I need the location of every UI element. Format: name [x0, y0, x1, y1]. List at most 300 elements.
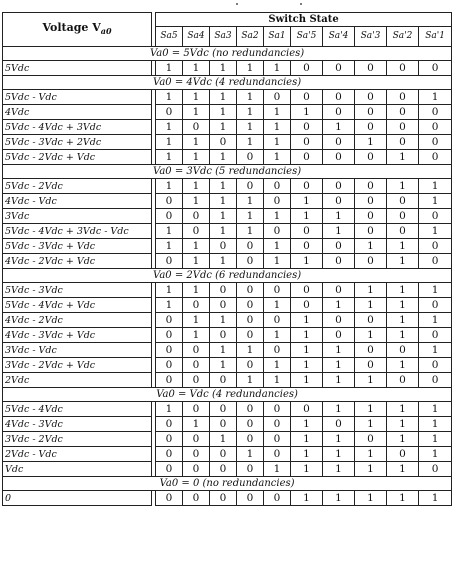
switch-state-cell: 1 [323, 373, 355, 388]
switch-state-cell: 1 [210, 105, 237, 120]
switch-state-cell: 0 [156, 432, 183, 447]
table-row [3, 462, 452, 477]
switch-state-cell: 0 [264, 194, 291, 209]
switch-state-cell: 1 [291, 462, 323, 477]
switch-state-cell: 1 [156, 298, 183, 313]
switch-header: Sa3 [210, 27, 237, 47]
switch-state-cell: 1 [355, 402, 387, 417]
table-row [3, 432, 452, 447]
section-title: Va0 = 0 (no redundancies) [3, 477, 452, 491]
switch-state-cell: 0 [237, 254, 264, 269]
switch-state-cell: 0 [291, 402, 323, 417]
switch-state-cell: 0 [237, 328, 264, 343]
switch-state-cell: 0 [419, 239, 452, 254]
switch-state-cell: 0 [210, 447, 237, 462]
switch-state-cell: 1 [183, 194, 210, 209]
voltage-combination-label: 0 [3, 491, 152, 506]
switch-state-cell: 1 [387, 402, 419, 417]
switch-state-cell: 0 [387, 209, 419, 224]
switch-state-cell: 0 [323, 239, 355, 254]
switch-state-cell: 1 [156, 239, 183, 254]
switch-state-cell: 0 [387, 343, 419, 358]
switch-state-cell: 0 [291, 298, 323, 313]
switch-state-cell: 1 [387, 432, 419, 447]
switch-state-cell: 0 [355, 209, 387, 224]
switch-state-cell: 0 [237, 402, 264, 417]
switch-state-cell: 0 [387, 447, 419, 462]
switch-state-cell: 0 [419, 209, 452, 224]
table-row [3, 179, 452, 194]
switch-state-cell: 0 [291, 61, 323, 76]
switch-header: Sa'1 [419, 27, 452, 47]
table-row [3, 402, 452, 417]
table-row [3, 239, 452, 254]
switch-state-cell: 1 [387, 254, 419, 269]
switch-state-cell: 1 [264, 298, 291, 313]
switch-state-cell: 0 [355, 90, 387, 105]
switch-state-cell: 1 [355, 462, 387, 477]
switch-state-cell: 1 [323, 432, 355, 447]
voltage-combination-label: 5Vdc - 4Vdc + 3Vdc [3, 120, 152, 135]
switch-state-cell: 0 [237, 491, 264, 506]
section-title: Va0 = 2Vdc (6 redundancies) [3, 269, 452, 283]
voltage-combination-label: 5Vdc - 4Vdc + Vdc [3, 298, 152, 313]
section-header-row [3, 477, 452, 491]
switch-state-cell: 0 [355, 254, 387, 269]
switch-state-cell: 0 [156, 358, 183, 373]
switch-state-cell: 1 [419, 432, 452, 447]
table-row [3, 61, 452, 76]
voltage-combination-label: 5Vdc [3, 61, 152, 76]
switch-state-cell: 1 [387, 491, 419, 506]
section-header-row [3, 76, 452, 90]
switch-state-cell: 0 [264, 491, 291, 506]
voltage-combination-label: 4Vdc [3, 105, 152, 120]
switch-state-cell: 1 [156, 283, 183, 298]
switch-state-cell: 0 [419, 328, 452, 343]
switch-state-cell: 1 [291, 209, 323, 224]
switch-state-cell: 0 [156, 343, 183, 358]
switch-state-cell: 0 [323, 417, 355, 432]
switch-state-cell: 0 [419, 462, 452, 477]
switch-state-cell: 1 [210, 358, 237, 373]
switch-state-cell: 0 [183, 343, 210, 358]
switch-state-cell: 0 [291, 239, 323, 254]
switch-state-cell: 0 [419, 150, 452, 165]
switch-state-cell: 1 [264, 105, 291, 120]
switch-header: Sa'5 [291, 27, 323, 47]
switch-state-cell: 0 [237, 432, 264, 447]
switch-state-cell: 1 [210, 254, 237, 269]
switch-state-cell: 1 [210, 432, 237, 447]
switch-state-cell: 1 [419, 90, 452, 105]
table-row [3, 417, 452, 432]
table-row [3, 90, 452, 105]
switch-state-cell: 1 [355, 328, 387, 343]
switch-state-cell: 0 [355, 194, 387, 209]
section-header-row [3, 388, 452, 402]
switch-state-cell: 1 [237, 90, 264, 105]
switch-state-cell: 0 [387, 373, 419, 388]
voltage-combination-label: 5Vdc - 4Vdc [3, 402, 152, 417]
switch-state-cell: 0 [210, 491, 237, 506]
table-row [3, 343, 452, 358]
switch-state-cell: 0 [291, 120, 323, 135]
switch-state-cell: 1 [355, 417, 387, 432]
voltage-combination-label: 5Vdc - 2Vdc [3, 179, 152, 194]
table-row [3, 254, 452, 269]
switch-state-cell: 1 [387, 150, 419, 165]
switch-state-cell: 1 [183, 239, 210, 254]
switch-state-cell: 0 [264, 447, 291, 462]
switch-state-cell: 0 [210, 283, 237, 298]
switch-state-cell: 0 [237, 417, 264, 432]
switch-state-cell: 1 [419, 402, 452, 417]
table-row [3, 105, 452, 120]
switch-state-cell: 0 [355, 224, 387, 239]
switch-state-cell: 1 [237, 194, 264, 209]
section-title: Va0 = 5Vdc (no redundancies) [3, 47, 452, 61]
switch-state-cell: 1 [183, 328, 210, 343]
switch-state-cell: 1 [210, 343, 237, 358]
switch-state-cell: 1 [355, 373, 387, 388]
switch-state-cell: 0 [419, 373, 452, 388]
switch-state-cell: 1 [156, 135, 183, 150]
table-row [3, 447, 452, 462]
voltage-combination-label: 2Vdc [3, 373, 152, 388]
switch-state-cell: 1 [323, 462, 355, 477]
table-row [3, 224, 452, 239]
switch-state-cell: 0 [323, 254, 355, 269]
switch-state-cell: 0 [419, 358, 452, 373]
switch-state-cell: 1 [291, 358, 323, 373]
switch-state-cell: 1 [291, 343, 323, 358]
switch-state-cell: 0 [355, 120, 387, 135]
switch-state-cell: 0 [355, 105, 387, 120]
switch-state-cell: 0 [291, 90, 323, 105]
switch-state-cell: 1 [183, 135, 210, 150]
switch-state-cell: 0 [291, 224, 323, 239]
switch-state-cell: 0 [237, 179, 264, 194]
switch-state-cell: 0 [264, 90, 291, 105]
switch-header: Sa1 [264, 27, 291, 47]
switch-state-cell: 1 [387, 358, 419, 373]
table-row [3, 313, 452, 328]
switch-state-cell: 0 [210, 239, 237, 254]
switch-state-cell: 1 [323, 447, 355, 462]
switch-header: Sa'3 [355, 27, 387, 47]
switch-state-cell: 1 [387, 328, 419, 343]
switch-state-cell: 1 [237, 120, 264, 135]
switch-state-cell: 1 [291, 313, 323, 328]
switch-state-cell: 1 [323, 491, 355, 506]
switch-state-cell: 0 [355, 358, 387, 373]
table-row [3, 209, 452, 224]
switch-state-cell: 1 [387, 313, 419, 328]
switch-state-cell: 0 [419, 105, 452, 120]
switch-state-cell: 0 [323, 105, 355, 120]
switch-state-cell: 0 [419, 61, 452, 76]
switch-state-cell: 1 [156, 90, 183, 105]
switch-state-cell: 1 [323, 120, 355, 135]
voltage-combination-label: 4Vdc - 2Vdc [3, 313, 152, 328]
switch-state-cell: 0 [355, 179, 387, 194]
switch-state-cell: 0 [237, 150, 264, 165]
voltage-combination-label: 4Vdc - 3Vdc + Vdc [3, 328, 152, 343]
switch-state-cell: 0 [183, 373, 210, 388]
switch-state-cell: 1 [264, 358, 291, 373]
switch-state-cell: 0 [156, 462, 183, 477]
scan-artifacts [0, 0, 456, 12]
switch-state-cell: 0 [183, 402, 210, 417]
table-row [3, 373, 452, 388]
switch-state-cell: 0 [237, 313, 264, 328]
switch-state-cell: 1 [237, 61, 264, 76]
switch-state-cell: 1 [237, 135, 264, 150]
scan-dot [236, 3, 238, 5]
switch-header: Sa'2 [387, 27, 419, 47]
switch-state-cell: 0 [291, 150, 323, 165]
voltage-combination-label: 5Vdc - 2Vdc + Vdc [3, 150, 152, 165]
switch-state-cell: 1 [387, 283, 419, 298]
voltage-combination-label: 4Vdc - 2Vdc + Vdc [3, 254, 152, 269]
switch-state-header: Switch State [156, 13, 452, 27]
voltage-combination-label: 5Vdc - 3Vdc + 2Vdc [3, 135, 152, 150]
switch-state-cell: 1 [183, 90, 210, 105]
switch-state-cell: 1 [183, 313, 210, 328]
switch-state-cell: 0 [183, 447, 210, 462]
switch-state-cell: 0 [355, 343, 387, 358]
switch-state-cell: 0 [323, 194, 355, 209]
voltage-combination-label: 3Vdc - Vdc [3, 343, 152, 358]
table-row [3, 491, 452, 506]
table-row [3, 135, 452, 150]
switch-header: Sa2 [237, 27, 264, 47]
switch-state-cell: 1 [210, 224, 237, 239]
switch-state-cell: 0 [156, 417, 183, 432]
switch-state-cell: 1 [387, 298, 419, 313]
switch-state-cell: 0 [210, 417, 237, 432]
section-header-row [3, 165, 452, 179]
switch-state-cell: 1 [291, 432, 323, 447]
switch-state-cell: 0 [387, 120, 419, 135]
table-row [3, 283, 452, 298]
switch-state-cell: 0 [355, 313, 387, 328]
switch-state-cell: 1 [291, 105, 323, 120]
switch-state-cell: 0 [291, 135, 323, 150]
switch-state-cell: 0 [183, 298, 210, 313]
switch-state-cell: 1 [355, 491, 387, 506]
switch-state-cell: 0 [387, 61, 419, 76]
switch-state-cell: 1 [183, 150, 210, 165]
switch-state-cell: 1 [264, 150, 291, 165]
switch-state-cell: 1 [156, 61, 183, 76]
switch-state-cell: 1 [291, 447, 323, 462]
switch-state-cell: 0 [264, 343, 291, 358]
switch-state-cell: 0 [323, 313, 355, 328]
voltage-combination-label: 5Vdc - 3Vdc [3, 283, 152, 298]
switch-state-cell: 0 [355, 61, 387, 76]
section-title: Va0 = 3Vdc (5 redundancies) [3, 165, 452, 179]
switch-state-cell: 0 [210, 462, 237, 477]
switch-state-table-container [2, 12, 451, 506]
switch-state-cell: 1 [419, 283, 452, 298]
switch-state-cell: 0 [183, 491, 210, 506]
switch-state-cell: 0 [183, 462, 210, 477]
switch-state-cell: 1 [183, 283, 210, 298]
switch-state-cell: 1 [419, 491, 452, 506]
table-row [3, 120, 452, 135]
switch-state-cell: 0 [210, 402, 237, 417]
switch-state-cell: 0 [264, 283, 291, 298]
switch-state-cell: 0 [237, 239, 264, 254]
switch-state-cell: 1 [210, 90, 237, 105]
switch-state-cell: 1 [237, 343, 264, 358]
switch-state-cell: 0 [355, 432, 387, 447]
switch-state-cell: 0 [291, 283, 323, 298]
switch-state-cell: 1 [264, 61, 291, 76]
section-header-row [3, 269, 452, 283]
switch-state-cell: 1 [291, 194, 323, 209]
switch-state-cell: 1 [156, 150, 183, 165]
switch-state-cell: 1 [291, 373, 323, 388]
switch-state-cell: 1 [210, 150, 237, 165]
voltage-combination-label: 4Vdc - 3Vdc [3, 417, 152, 432]
switch-state-cell: 0 [264, 417, 291, 432]
switch-state-cell: 0 [183, 358, 210, 373]
switch-state-cell: 1 [183, 105, 210, 120]
section-title: Va0 = Vdc (4 redundancies) [3, 388, 452, 402]
switch-state-cell: 0 [264, 224, 291, 239]
switch-state-cell: 0 [419, 298, 452, 313]
switch-state-cell: 0 [387, 224, 419, 239]
switch-state-cell: 0 [210, 298, 237, 313]
switch-state-cell: 0 [237, 283, 264, 298]
switch-state-cell: 1 [291, 254, 323, 269]
switch-state-cell: 0 [419, 120, 452, 135]
switch-header: Sa'4 [323, 27, 355, 47]
switch-state-cell: 0 [156, 313, 183, 328]
switch-state-cell: 0 [237, 298, 264, 313]
switch-state-cell: 1 [237, 224, 264, 239]
switch-state-cell: 1 [156, 120, 183, 135]
switch-state-cell: 0 [156, 209, 183, 224]
switch-state-cell: 0 [156, 491, 183, 506]
switch-state-cell: 0 [183, 209, 210, 224]
switch-state-cell: 0 [419, 254, 452, 269]
voltage-combination-label: 5Vdc - Vdc [3, 90, 152, 105]
switch-state-cell: 1 [237, 373, 264, 388]
switch-state-cell: 1 [210, 194, 237, 209]
switch-state-cell: 1 [183, 179, 210, 194]
switch-state-cell: 1 [419, 343, 452, 358]
switch-state-cell: 1 [237, 105, 264, 120]
switch-state-cell: 1 [210, 313, 237, 328]
switch-state-cell: 1 [323, 298, 355, 313]
switch-state-cell: 1 [323, 358, 355, 373]
switch-state-cell: 1 [419, 179, 452, 194]
switch-state-cell: 1 [264, 254, 291, 269]
switch-state-cell: 1 [419, 224, 452, 239]
switch-state-cell: 1 [264, 239, 291, 254]
switch-state-cell: 1 [387, 417, 419, 432]
switch-state-cell: 0 [210, 373, 237, 388]
switch-state-cell: 0 [264, 179, 291, 194]
switch-state-cell: 1 [210, 209, 237, 224]
switch-state-cell: 1 [387, 462, 419, 477]
switch-state-cell: 0 [387, 194, 419, 209]
switch-state-cell: 0 [387, 90, 419, 105]
switch-state-cell: 0 [264, 313, 291, 328]
switch-state-cell: 0 [419, 135, 452, 150]
switch-state-cell: 1 [291, 491, 323, 506]
switch-state-cell: 1 [237, 447, 264, 462]
switch-state-cell: 1 [387, 179, 419, 194]
switch-state-cell: 0 [387, 135, 419, 150]
switch-state-cell: 0 [264, 432, 291, 447]
switch-state-cell: 1 [264, 135, 291, 150]
table-row [3, 194, 452, 209]
switch-state-cell: 1 [156, 179, 183, 194]
switch-state-cell: 0 [156, 328, 183, 343]
switch-state-cell: 1 [264, 373, 291, 388]
switch-state-cell: 1 [156, 224, 183, 239]
voltage-combination-label: 5Vdc - 3Vdc + Vdc [3, 239, 152, 254]
scan-dot [300, 3, 302, 5]
switch-header: Sa4 [183, 27, 210, 47]
voltage-combination-label: 2Vdc - Vdc [3, 447, 152, 462]
section-header-row [3, 47, 452, 61]
switch-state-cell: 1 [419, 417, 452, 432]
switch-state-cell: 1 [355, 135, 387, 150]
switch-state-cell: 0 [387, 105, 419, 120]
switch-state-cell: 0 [264, 402, 291, 417]
switch-state-cell: 1 [419, 194, 452, 209]
table-row [3, 328, 452, 343]
switch-state-cell: 0 [156, 105, 183, 120]
switch-state-cell: 1 [323, 402, 355, 417]
switch-state-cell: 1 [355, 447, 387, 462]
voltage-combination-label: 4Vdc - Vdc [3, 194, 152, 209]
switch-state-cell: 1 [264, 462, 291, 477]
switch-state-cell: 1 [264, 120, 291, 135]
switch-state-cell: 0 [323, 150, 355, 165]
switch-state-cell: 1 [183, 417, 210, 432]
switch-state-cell: 0 [237, 462, 264, 477]
switch-state-cell: 1 [355, 298, 387, 313]
switch-state-cell: 0 [183, 432, 210, 447]
switch-state-cell: 0 [237, 358, 264, 373]
switch-state-cell: 0 [183, 120, 210, 135]
switch-state-cell: 0 [210, 328, 237, 343]
switch-state-table [2, 12, 452, 506]
table-row [3, 150, 452, 165]
switch-state-cell: 1 [291, 417, 323, 432]
table-row [3, 358, 452, 373]
switch-state-cell: 1 [264, 328, 291, 343]
switch-state-cell: 1 [419, 447, 452, 462]
switch-state-cell: 0 [323, 328, 355, 343]
switch-state-cell: 0 [156, 447, 183, 462]
switch-state-cell: 0 [323, 61, 355, 76]
voltage-combination-label: 5Vdc - 4Vdc + 3Vdc - Vdc [3, 224, 152, 239]
switch-state-cell: 1 [210, 61, 237, 76]
switch-state-cell: 1 [210, 179, 237, 194]
voltage-column-header: Voltage $V_{a0}$ [3, 13, 152, 47]
switch-state-cell: 0 [355, 150, 387, 165]
voltage-combination-label: 3Vdc - 2Vdc [3, 432, 152, 447]
switch-state-cell: 1 [323, 343, 355, 358]
